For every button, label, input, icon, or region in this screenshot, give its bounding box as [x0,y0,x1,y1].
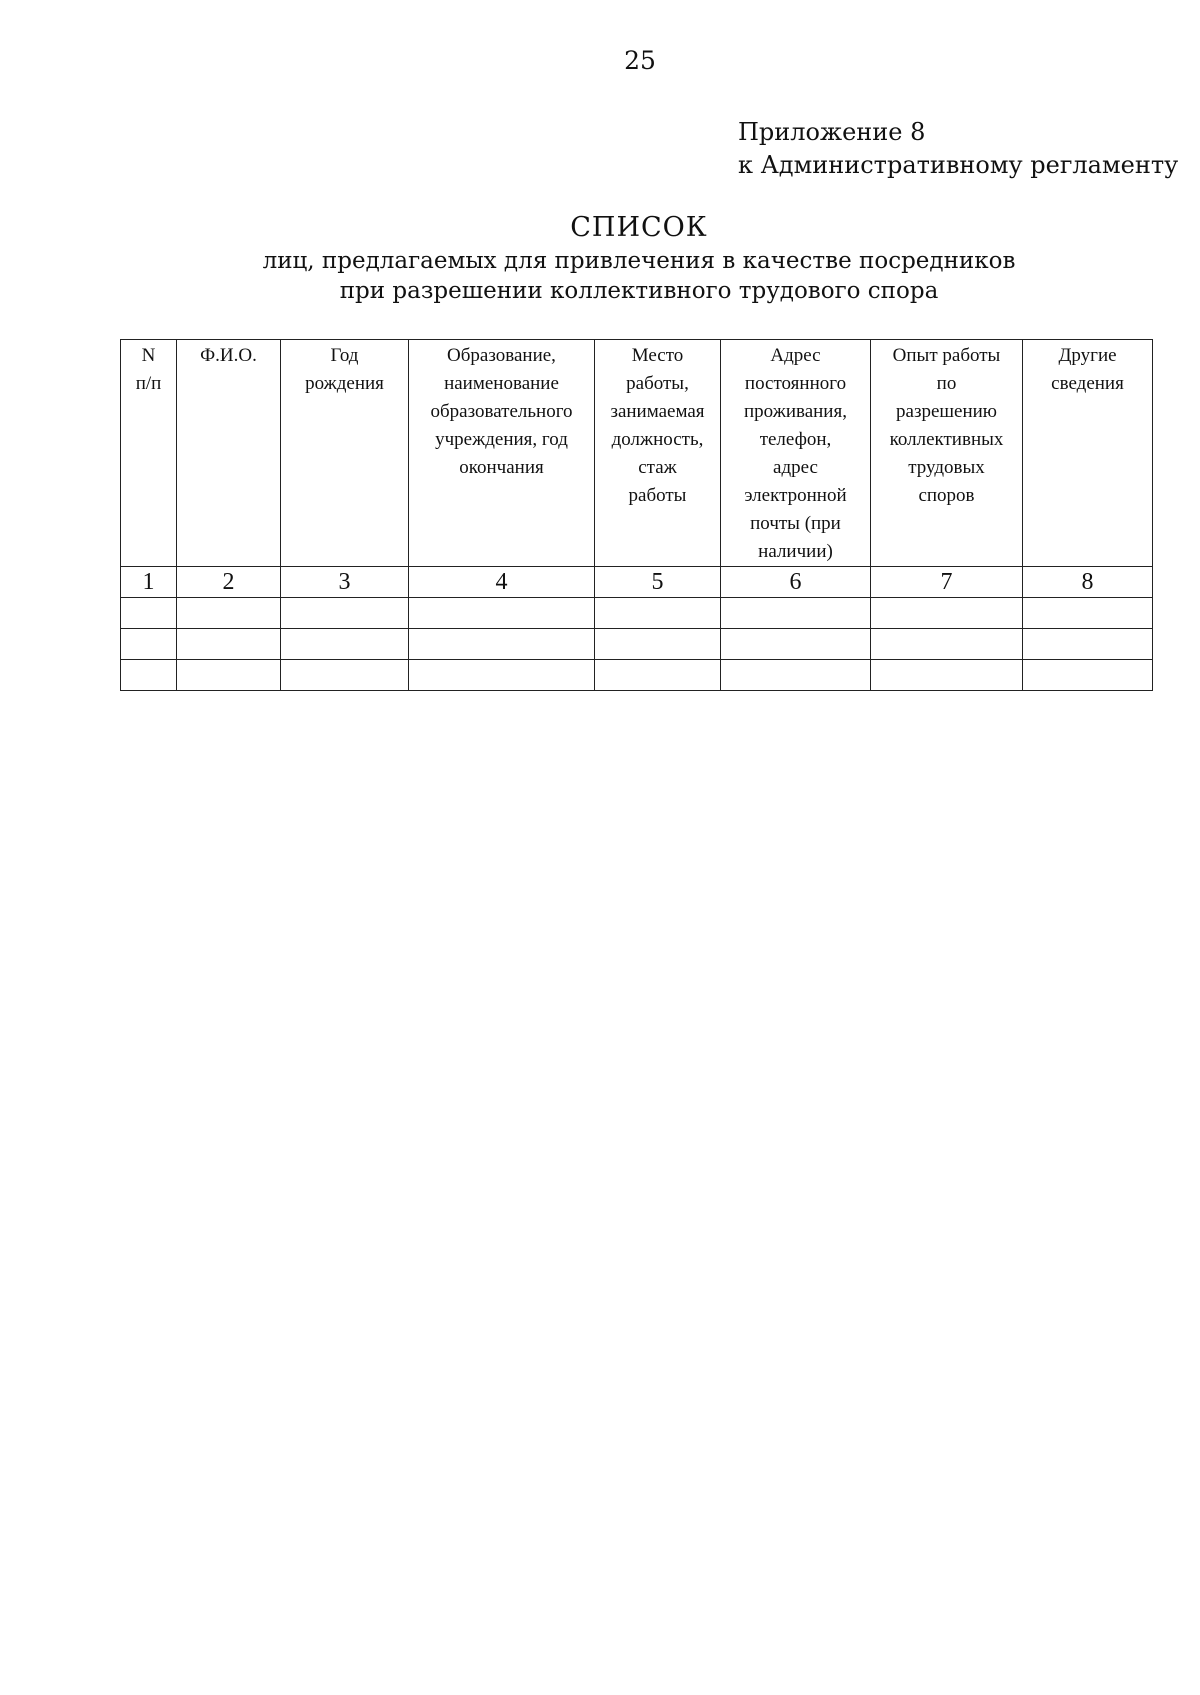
column-number-cell: 4 [409,567,595,598]
document-title: СПИСОК [570,212,708,243]
table-row [121,598,1153,629]
empty-cell [409,660,595,691]
column-number-cell: 2 [177,567,281,598]
empty-cell [1023,660,1153,691]
empty-cell [871,629,1023,660]
appendix-label [738,116,1178,182]
empty-cell [721,598,871,629]
empty-cell [595,660,721,691]
header-cell-birth-year: Год рождения [281,340,409,567]
empty-cell [121,598,177,629]
header-cell-workplace: Место работы, занимаемая должность, стаж работы [595,340,721,567]
empty-cell [1023,598,1153,629]
empty-cell [177,629,281,660]
empty-cell [177,598,281,629]
column-number-row [121,567,1153,598]
empty-cell [1023,629,1153,660]
mediators-table [120,339,1153,691]
column-number-cell: 8 [1023,567,1153,598]
empty-cell [871,660,1023,691]
empty-cell [177,660,281,691]
page-number: 25 [624,46,656,75]
empty-cell [121,629,177,660]
empty-cell [281,629,409,660]
table-row [121,660,1153,691]
table-row [121,629,1153,660]
empty-cell [281,598,409,629]
mediators-table-container [120,339,1152,691]
header-cell-address: Адрес постоянного проживания, телефон, адрес электронной почты (при наличии) [721,340,871,567]
header-cell-full-name: Ф.И.О. [177,340,281,567]
column-number-cell: 7 [871,567,1023,598]
header-cell-number: N п/п [121,340,177,567]
document-subtitle-line-2: при разрешении коллективного трудового спора [339,278,939,304]
table-header-row [121,340,1153,567]
empty-cell [595,629,721,660]
appendix-line-2: к Административному регламенту [738,151,1179,179]
empty-cell [121,660,177,691]
column-number-cell: 5 [595,567,721,598]
appendix-line-1: Приложение 8 [738,118,926,146]
column-number-cell: 6 [721,567,871,598]
empty-cell [721,629,871,660]
document-subtitle-line-1: лиц, предлагаемых для привлечения в качестве посредников [262,248,1016,274]
column-number-cell: 1 [121,567,177,598]
empty-cell [409,598,595,629]
empty-cell [281,660,409,691]
column-number-cell: 3 [281,567,409,598]
header-cell-dispute-experience: Опыт работы по разрешению коллективных трудовых споров [871,340,1023,567]
empty-cell [871,598,1023,629]
document-heading [0,210,1200,306]
empty-cell [595,598,721,629]
header-cell-other-info: Другие сведения [1023,340,1153,567]
empty-cell [409,629,595,660]
empty-cell [721,660,871,691]
header-cell-education: Образование, наименование образовательного учреждения, год окончания [409,340,595,567]
